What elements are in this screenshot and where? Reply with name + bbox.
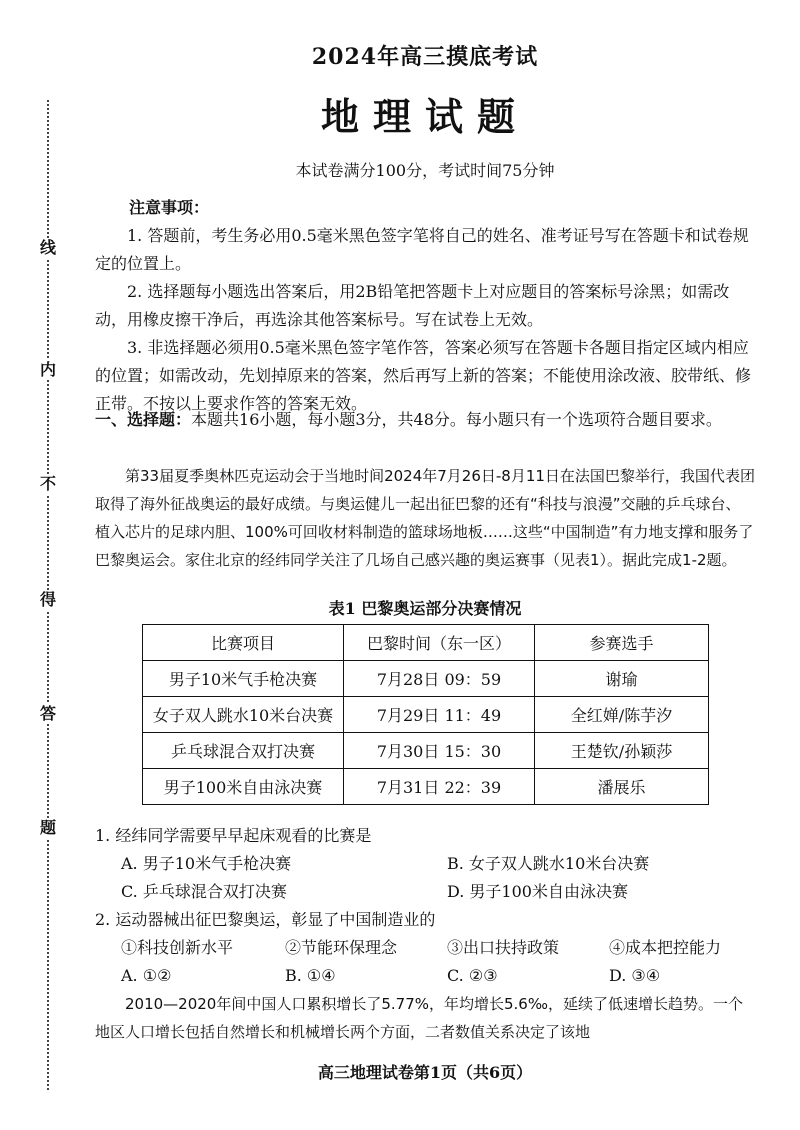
q2-item-2: ②节能环保理念 <box>285 938 398 957</box>
margin-char-1: 线 <box>39 238 56 257</box>
q2-item-1: ①科技创新水平 <box>121 938 234 957</box>
q2-option-d: D. ③④ <box>609 966 661 985</box>
margin-char-4: 得 <box>39 590 56 609</box>
score-line: 本试卷满分100分，考试时间75分钟 <box>295 161 555 180</box>
passage-2: 2010—2020年间中国人口累积增长了5.77%，年均增长5.6‰，延续了低速增长趋势。一个地区人口增长包括自然增长和机械增长两个方面，二者数值关系决定了该地 <box>95 995 743 1041</box>
table-header-row <box>143 625 709 661</box>
q1-option-a: A. 男子10米气手枪决赛 <box>121 854 292 873</box>
subject-title: 地理试题 <box>320 94 529 139</box>
passage-1: 第33届夏季奥林匹克运动会于当地时间2024年7月26日-8月11日在法国巴黎举行，我国代表团取得了海外征战奥运的最好成绩。与奥运健儿一起出征巴黎的还有“科技与浪漫”交融的乒乓球台、植入芯片的足球内胆、100%可回收材料制造的篮球场地板……这些“中国制造”有力地支撑和服务了巴黎奥运会。家住北京的经纬同学关注了几场自己感兴趣的奥运赛事（见表1）。据此完成1-2题。 <box>95 467 755 569</box>
table-row <box>143 661 709 697</box>
exam-title: 2024年高三摸底考试 <box>311 44 539 70</box>
q1-option-d: D. 男子100米自由泳决赛 <box>447 882 628 901</box>
page-footer: 高三地理试卷第1页（共6页） <box>317 1063 533 1082</box>
table-cell: 全红婵/陈芋汐 <box>535 697 709 733</box>
results-table <box>142 624 709 805</box>
table-row <box>143 697 709 733</box>
note-item-1: 1. 答题前，考生务必用0.5毫米黑色签字笔将自己的姓名、准考证号写在答题卡和试卷规定的位置上。 <box>95 226 749 273</box>
q2-option-a: A. ①② <box>121 966 172 985</box>
q1-option-b: B. 女子双人跳水10米台决赛 <box>447 854 650 873</box>
table-cell: 乒乓球混合双打决赛 <box>143 733 344 769</box>
table-cell: 谢瑜 <box>535 661 709 697</box>
q1-option-c: C. 乒乓球混合双打决赛 <box>121 882 287 901</box>
question-1-stem: 1. 经纬同学需要早早起床观看的比赛是 <box>95 826 372 845</box>
notes-heading: 注意事项： <box>129 198 210 217</box>
table-cell: 男子10米气手枪决赛 <box>143 661 344 697</box>
margin-char-2: 内 <box>39 360 56 379</box>
notes <box>95 194 755 418</box>
section-1-text: 本题共16小题，每小题3分，共48分。每小题只有一个选项符合题目要求。 <box>191 410 722 429</box>
table-header-cell: 巴黎时间（东一区） <box>344 625 535 661</box>
q2-item-4: ④成本把控能力 <box>609 938 722 957</box>
table-cell: 王楚钦/孙颖莎 <box>535 733 709 769</box>
note-item-3: 3. 非选择题必须用0.5毫米黑色签字笔作答，答案必须写在答题卡各题目指定区域内相应的位置；如需改动，先划掉原来的答案，然后再写上新的答案；不能使用涂改液、胶带纸、修正带。不按以上要求作答的答案无效。 <box>95 338 752 413</box>
table-cell: 女子双人跳水10米台决赛 <box>143 697 344 733</box>
table-cell: 男子100米自由泳决赛 <box>143 769 344 805</box>
table-cell: 7月28日 09：59 <box>344 661 535 697</box>
q2-option-b: B. ①④ <box>285 966 336 985</box>
section-1-heading: 一、选择题： <box>95 410 192 429</box>
margin-char-5: 答 <box>39 704 56 723</box>
table-header-cell: 参赛选手 <box>535 625 709 661</box>
table-row <box>143 769 709 805</box>
table-cell: 潘展乐 <box>535 769 709 805</box>
margin-char-6: 题 <box>39 818 56 837</box>
section-1 <box>95 406 787 434</box>
question-2-stem: 2. 运动器械出征巴黎奥运，彰显了中国制造业的 <box>95 910 436 929</box>
q2-item-3: ③出口扶持政策 <box>447 938 560 957</box>
table-cell: 7月30日 15：30 <box>344 733 535 769</box>
table-cell: 7月31日 22：39 <box>344 769 535 805</box>
table-caption: 表1 巴黎奥运部分决赛情况 <box>328 599 522 618</box>
margin-char-3: 不 <box>39 474 56 493</box>
table-header-cell: 比赛项目 <box>143 625 344 661</box>
q2-option-c: C. ②③ <box>447 966 498 985</box>
table-cell: 7月29日 11：49 <box>344 697 535 733</box>
table-row <box>143 733 709 769</box>
note-item-2: 2. 选择题每小题选出答案后，用2B铅笔把答题卡上对应题目的答案标号涂黑；如需改动，用橡皮擦干净后，再选涂其他答案标号。写在试卷上无效。 <box>95 282 730 329</box>
